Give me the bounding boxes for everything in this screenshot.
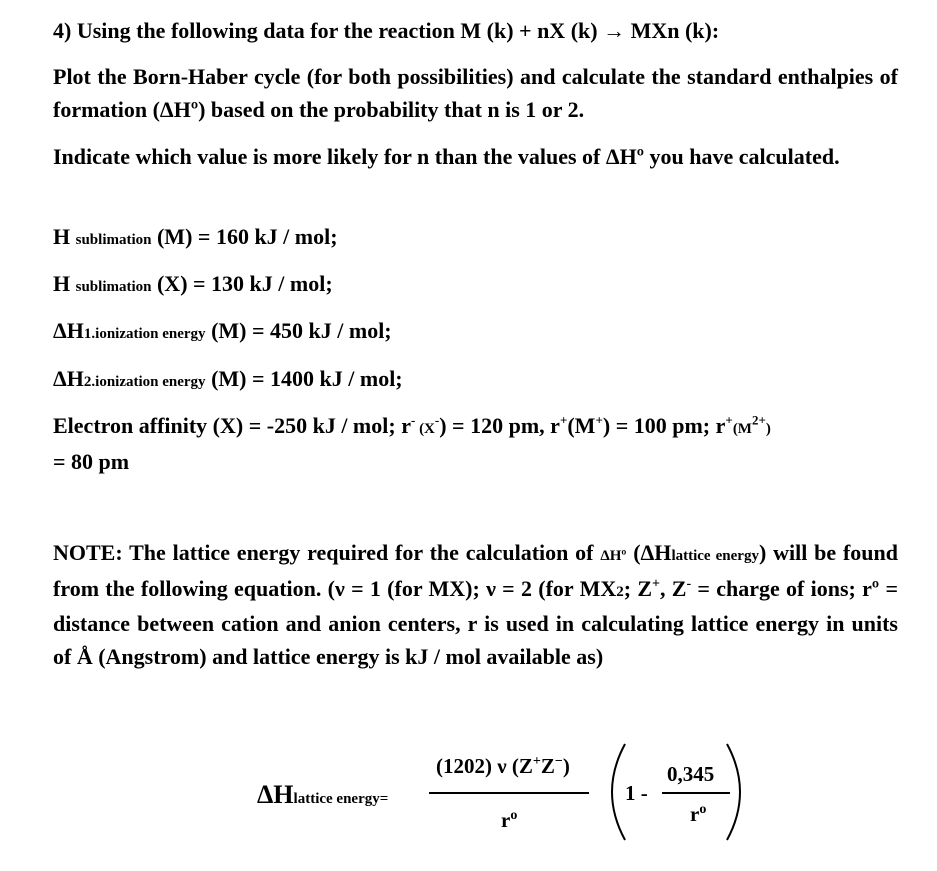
- question-paragraph-1: [53, 61, 898, 126]
- note-text-f: = charge of ions; rº = distance between cation and anion centers, r is used in calculating lattice energy in units of Å (Angstrom) and lattice energy is kJ / mol available as): [53, 575, 898, 669]
- ea-text-c: ) = 120 pm, r: [439, 413, 560, 438]
- formula-lhs: [257, 780, 388, 810]
- inner-denominator-r: r: [690, 802, 700, 826]
- formula-numerator: [436, 754, 570, 779]
- symbol-delta-h: ΔH: [53, 366, 84, 391]
- denominator-r: r: [501, 808, 511, 832]
- note-text-d: ; Z: [623, 575, 653, 601]
- sup-minus: -: [410, 412, 416, 428]
- sup-minus: -: [434, 412, 440, 428]
- numerator-text-b: Z: [540, 754, 555, 778]
- note-text-b: (ΔH: [626, 540, 672, 565]
- inner-denominator-sup-o: o: [699, 802, 707, 817]
- symbol-h: H: [53, 271, 71, 296]
- subscript-ionization-2: 2.ionization energy: [83, 374, 206, 390]
- formula-lhs-subscript: lattice energy=: [293, 791, 389, 807]
- numerator-text-a: (1202) ν (Z: [436, 754, 533, 778]
- note-text-c: ) will be found from the following equation. (ν = 1 (for MX); ν = 2 (for MX: [53, 540, 899, 601]
- symbol-delta-h: ΔH: [53, 318, 84, 343]
- value-text: (M) = 1400 kJ / mol;: [211, 366, 403, 391]
- lattice-energy-formula: [0, 730, 937, 860]
- data-line-ionization-2: [53, 363, 898, 399]
- inner-numerator: [667, 762, 714, 787]
- formula-denominator: [501, 808, 517, 833]
- denominator-sup-o: o: [510, 808, 518, 823]
- sup-2plus: 2+: [751, 412, 766, 428]
- paragraph-2-text: Indicate which value is more likely for n than the values of ΔHº you have calculated.: [53, 144, 840, 169]
- note-delta-h: ΔHº: [600, 548, 627, 564]
- sup-plus: +: [725, 412, 733, 428]
- ea-text-b: (X: [415, 421, 435, 437]
- heading-text: 4) Using the following data for the reaction M (k) + nX (k) → MXn (k):: [53, 18, 720, 43]
- value-text: (M) = 160 kJ / mol;: [156, 224, 338, 249]
- note-sup-plus: +: [652, 576, 660, 592]
- ea-text-a: Electron affinity (X) = -250 kJ / mol; r: [53, 413, 411, 438]
- value-text: (M) = 450 kJ / mol;: [211, 318, 392, 343]
- note-subscript-2: 2: [616, 583, 624, 600]
- inner-numerator-text: 0,345: [667, 762, 715, 786]
- data-line-electron-affinity: [53, 410, 898, 478]
- left-parenthesis: [612, 744, 625, 840]
- subscript-sublimation: sublimation: [75, 279, 152, 295]
- question-paragraph-2: [53, 141, 898, 174]
- numerator-sup-minus: −: [554, 754, 563, 769]
- note-sup-minus: -: [686, 576, 692, 592]
- note-text-a: NOTE: The lattice energy required for the calculation of: [53, 540, 601, 565]
- sup-plus: +: [595, 412, 603, 428]
- question-heading: [53, 15, 898, 48]
- numerator-sup-plus: +: [532, 754, 541, 769]
- value-text: (X) = 130 kJ / mol;: [156, 271, 333, 296]
- subscript-sublimation: sublimation: [75, 232, 152, 248]
- ea-text-f: (M: [732, 421, 752, 437]
- note-text-e: , Z: [660, 575, 687, 601]
- one-minus: [625, 781, 648, 806]
- data-line-ionization-1: [53, 315, 898, 351]
- inner-fraction-bar: [662, 792, 730, 794]
- ea-text-h: = 80 pm: [53, 448, 130, 474]
- ea-text-g: ): [765, 421, 771, 437]
- main-fraction-bar: [429, 792, 589, 794]
- sup-plus: +: [559, 412, 568, 428]
- note-paragraph: [53, 537, 898, 673]
- ea-text-e: ) = 100 pm; r: [602, 413, 726, 438]
- subscript-ionization-1: 1.ionization energy: [83, 326, 206, 342]
- one-minus-text: 1 -: [625, 781, 648, 805]
- formula-delta-h: ΔH: [257, 780, 294, 809]
- symbol-h: H: [53, 224, 71, 249]
- numerator-text-c: ): [562, 754, 570, 778]
- data-line-sublimation-x: [53, 268, 898, 304]
- note-subscript-lattice: lattice energy: [671, 548, 759, 564]
- ea-text-d: (M: [567, 413, 596, 438]
- data-line-sublimation-m: [53, 221, 898, 257]
- inner-denominator: [690, 802, 706, 827]
- paragraph-1-text: Plot the Born-Haber cycle (for both possibilities) and calculate the standard enthalpies of formation (ΔHº) based on the probability that n is 1 or 2.: [53, 64, 898, 122]
